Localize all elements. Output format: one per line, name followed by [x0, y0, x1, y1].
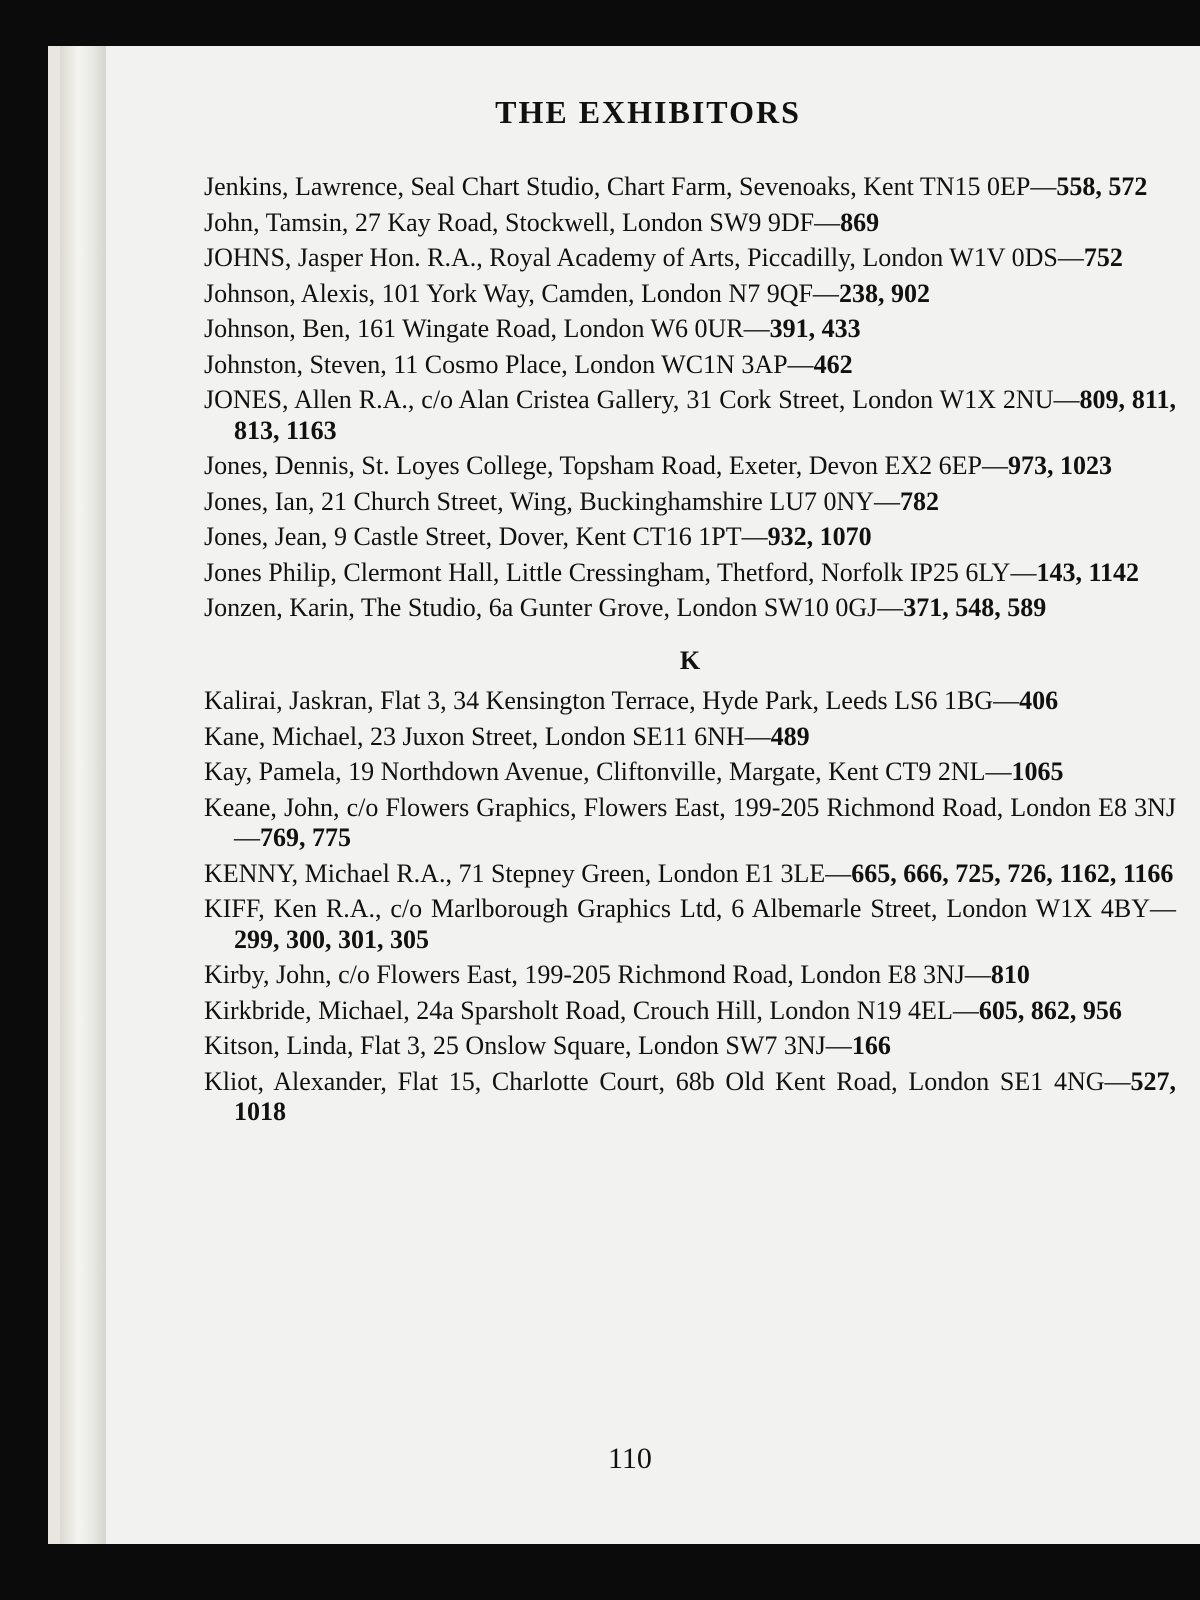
exhibitor-list	[204, 172, 1176, 1133]
exhibitor-entry	[204, 314, 1176, 345]
exhibitor-address: Jones Philip, Clermont Hall, Little Cressingham, Thetford, Norfolk IP25 6LY—	[204, 557, 1037, 587]
exhibitor-entry	[204, 757, 1176, 788]
exhibitor-entry	[204, 859, 1176, 890]
catalogue-numbers: 166	[851, 1031, 891, 1060]
exhibitor-address: KENNY, Michael R.A., 71 Stepney Green, London E1 3LE—	[204, 858, 852, 888]
exhibitor-entry	[204, 243, 1176, 274]
book-spine	[60, 46, 106, 1544]
exhibitor-address: Johnson, Ben, 161 Wingate Road, London W6 0UR—	[204, 314, 770, 343]
exhibitor-entry	[204, 722, 1176, 753]
catalogue-numbers: 489	[770, 721, 810, 751]
exhibitor-address: Keane, John, c/o Flowers Graphics, Flowers East, 199-205 Richmond Road, London E8 3NJ—	[204, 792, 1176, 852]
catalogue-numbers: 605, 862, 956	[978, 995, 1122, 1025]
exhibitor-entry	[204, 385, 1176, 446]
exhibitor-entry	[204, 208, 1176, 239]
exhibitor-entry	[204, 686, 1176, 717]
catalogue-numbers: 1065	[1011, 757, 1064, 786]
catalogue-numbers: 391, 433	[769, 314, 861, 343]
exhibitor-address: Kane, Michael, 23 Juxon Street, London SE11 6NH—	[204, 721, 771, 751]
catalogue-numbers: 782	[900, 486, 940, 516]
exhibitor-entry	[204, 593, 1176, 624]
exhibitor-entry	[204, 350, 1176, 381]
catalogue-numbers: 462	[813, 349, 853, 379]
exhibitor-address: John, Tamsin, 27 Kay Road, Stockwell, London SW9 9DF—	[204, 207, 841, 237]
page-number: 110	[608, 1442, 652, 1475]
exhibitor-address: Jones, Dennis, St. Loyes College, Topsham Road, Exeter, Devon EX2 6EP—	[204, 451, 1009, 480]
catalogue-numbers: 143, 1142	[1036, 557, 1140, 587]
catalogue-numbers: 527, 1018	[234, 1066, 1176, 1126]
exhibitor-entry	[204, 960, 1176, 991]
exhibitor-address: Kirby, John, c/o Flowers East, 199-205 Richmond Road, London E8 3NJ—	[204, 960, 991, 989]
exhibitor-entry	[204, 487, 1176, 518]
exhibitor-address: Jonzen, Karin, The Studio, 6a Gunter Grove, London SW10 0GJ—	[204, 593, 904, 622]
section-letter: K	[679, 645, 701, 675]
catalogue-numbers: 769, 775	[260, 823, 351, 852]
exhibitor-entry	[204, 279, 1176, 310]
catalogue-numbers: 299, 300, 301, 305	[234, 924, 429, 954]
exhibitor-address: Kirkbride, Michael, 24a Sparsholt Road, Crouch Hill, London N19 4EL—	[204, 995, 979, 1025]
catalogue-numbers: 932, 1070	[767, 522, 872, 551]
exhibitor-address: JOHNS, Jasper Hon. R.A., Royal Academy of Arts, Piccadilly, London W1V 0DS—	[204, 243, 1084, 272]
exhibitor-address: Kliot, Alexander, Flat 15, Charlotte Court, 68b Old Kent Road, London SE1 4NG—	[204, 1066, 1131, 1096]
catalogue-numbers: 809, 811, 813, 1163	[234, 385, 1176, 445]
page-title: THE EXHIBITORS	[495, 94, 801, 130]
exhibitor-address: Kalirai, Jaskran, Flat 3, 34 Kensington Terrace, Hyde Park, Leeds LS6 1BG—	[204, 686, 1020, 715]
catalogue-numbers: 752	[1083, 243, 1123, 272]
catalogue-numbers: 973, 1023	[1008, 451, 1113, 480]
catalogue-numbers: 558, 572	[1056, 172, 1148, 201]
exhibitor-entry	[204, 793, 1176, 854]
exhibitor-address: Johnson, Alexis, 101 York Way, Camden, London N7 9QF—	[204, 278, 839, 308]
catalogue-numbers: 810	[990, 960, 1030, 989]
exhibitor-address: Kitson, Linda, Flat 3, 25 Onslow Square, London SW7 3NJ—	[204, 1031, 852, 1060]
exhibitor-entry	[204, 172, 1176, 203]
exhibitor-entry	[204, 894, 1176, 955]
exhibitor-entry	[204, 996, 1176, 1027]
exhibitor-address: Jones, Ian, 21 Church Street, Wing, Buckinghamshire LU7 0NY—	[204, 486, 901, 516]
catalogue-numbers: 238, 902	[838, 278, 930, 308]
exhibitor-address: Kay, Pamela, 19 Northdown Avenue, Cliftonville, Margate, Kent CT9 2NL—	[204, 757, 1012, 786]
exhibitor-address: Jones, Jean, 9 Castle Street, Dover, Kent CT16 1PT—	[204, 522, 768, 551]
catalogue-numbers: 406	[1019, 686, 1059, 715]
catalogue-numbers: 665, 666, 725, 726, 1162, 1166	[851, 858, 1174, 888]
book-page	[48, 46, 1200, 1544]
catalogue-numbers: 869	[840, 207, 880, 237]
exhibitor-entry	[204, 1031, 1176, 1062]
exhibitor-entry	[204, 1067, 1176, 1128]
exhibitor-address: JONES, Allen R.A., c/o Alan Cristea Gallery, 31 Cork Street, London W1X 2NU—	[204, 385, 1080, 414]
exhibitor-address: KIFF, Ken R.A., c/o Marlborough Graphics Ltd, 6 Albemarle Street, London W1X 4BY—	[204, 894, 1176, 923]
exhibitor-entry	[204, 522, 1176, 553]
exhibitor-entry	[204, 451, 1176, 482]
catalogue-numbers: 371, 548, 589	[903, 593, 1047, 622]
exhibitor-address: Johnston, Steven, 11 Cosmo Place, London WC1N 3AP—	[204, 349, 814, 379]
exhibitor-entry	[204, 558, 1176, 589]
exhibitor-address: Jenkins, Lawrence, Seal Chart Studio, Chart Farm, Sevenoaks, Kent TN15 0EP—	[204, 172, 1057, 201]
